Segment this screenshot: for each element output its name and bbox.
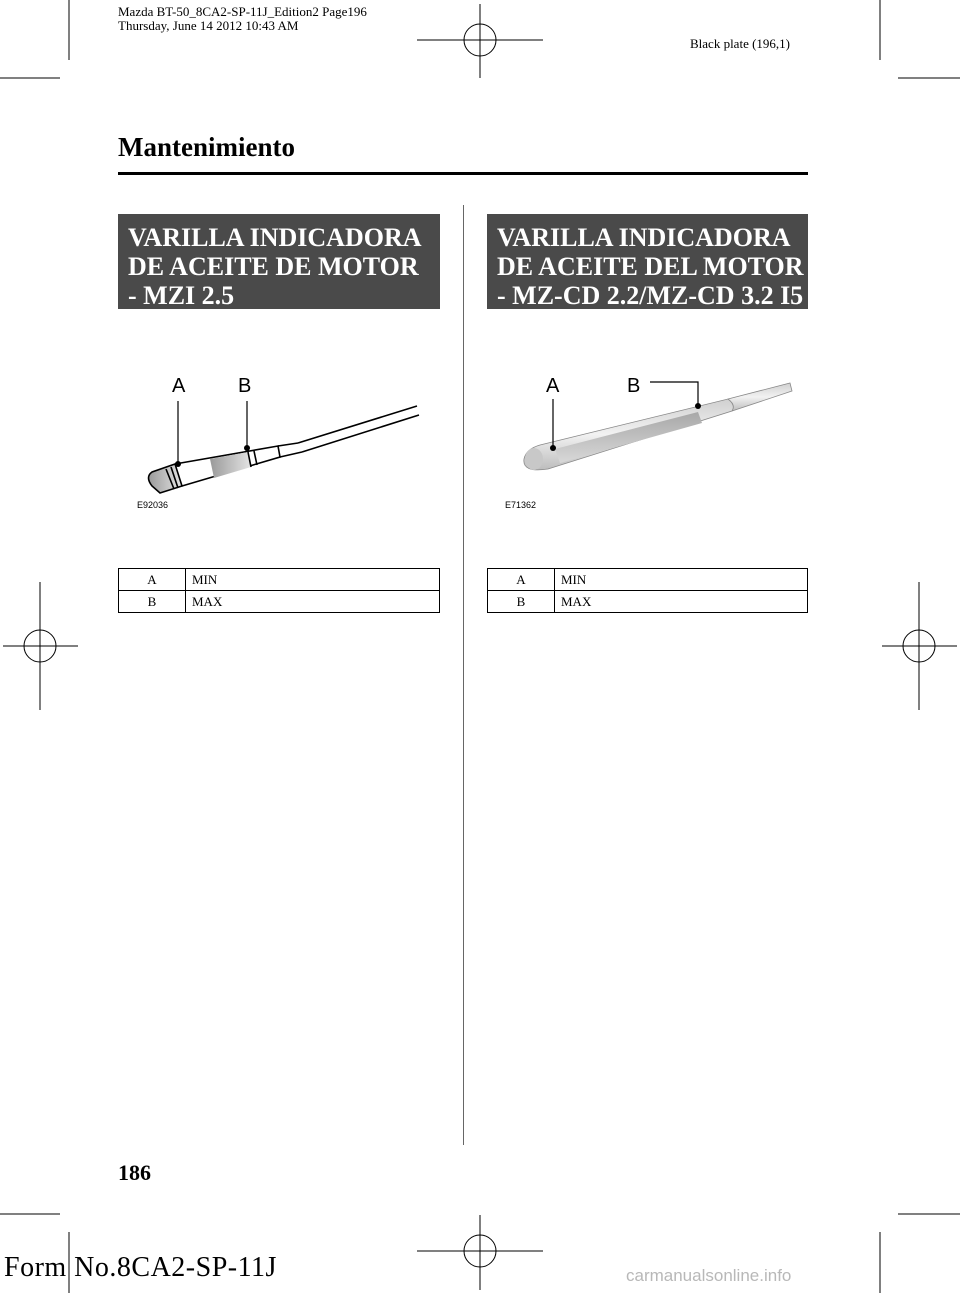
legend-value: MAX bbox=[186, 591, 440, 613]
figure-code: E71362 bbox=[505, 500, 537, 510]
left-legend-table bbox=[118, 568, 440, 613]
right-heading bbox=[487, 214, 808, 309]
page-number: 186 bbox=[118, 1160, 151, 1185]
table-row bbox=[488, 569, 808, 591]
legend-key: A bbox=[488, 569, 555, 591]
legend-key: B bbox=[488, 591, 555, 613]
figure-label-a: A bbox=[546, 375, 560, 397]
figure-code: E92036 bbox=[137, 500, 169, 510]
table-row bbox=[119, 569, 440, 591]
figure-label-a: A bbox=[172, 375, 186, 397]
right-heading-line-3: - MZ-CD 2.2/MZ-CD 3.2 I5 bbox=[497, 281, 804, 310]
marker-b-dot bbox=[244, 445, 250, 451]
title-rule bbox=[118, 172, 808, 175]
left-heading-line-1: VARILLA INDICADORA bbox=[128, 223, 422, 252]
figure-label-b: B bbox=[627, 375, 641, 397]
table-row bbox=[119, 591, 440, 613]
marker-a-dot bbox=[550, 445, 556, 451]
section-title: Mantenimiento bbox=[118, 132, 295, 162]
marker-b-dot bbox=[695, 403, 701, 409]
left-heading-line-2: DE ACEITE DE MOTOR bbox=[128, 252, 419, 281]
file-info-line: Mazda BT-50_8CA2-SP-11J_Edition2 Page196 bbox=[118, 4, 367, 19]
legend-value: MIN bbox=[186, 569, 440, 591]
left-heading-line-3: - MZI 2.5 bbox=[128, 281, 235, 310]
print-date-line: Thursday, June 14 2012 10:43 AM bbox=[118, 18, 299, 33]
plate-label: Black plate (196,1) bbox=[690, 36, 790, 51]
right-heading-line-1: VARILLA INDICADORA bbox=[497, 223, 791, 252]
legend-key: B bbox=[119, 591, 186, 613]
marker-a-dot bbox=[175, 461, 181, 467]
legend-value: MAX bbox=[555, 591, 808, 613]
form-number: Form No.8CA2-SP-11J bbox=[4, 1252, 277, 1283]
left-dipstick-figure bbox=[130, 365, 430, 520]
legend-key: A bbox=[119, 569, 186, 591]
table-row bbox=[488, 591, 808, 613]
right-heading-line-2: DE ACEITE DEL MOTOR bbox=[497, 252, 804, 281]
column-divider bbox=[463, 205, 464, 1145]
legend-value: MIN bbox=[555, 569, 808, 591]
figure-label-b: B bbox=[238, 375, 252, 397]
right-dipstick-shape bbox=[524, 383, 792, 470]
right-legend-table bbox=[487, 568, 808, 613]
watermark: carmanualsonline.info bbox=[626, 1266, 792, 1285]
right-dipstick-figure bbox=[500, 365, 800, 520]
left-dipstick-shape bbox=[149, 406, 420, 493]
left-heading bbox=[118, 214, 440, 309]
